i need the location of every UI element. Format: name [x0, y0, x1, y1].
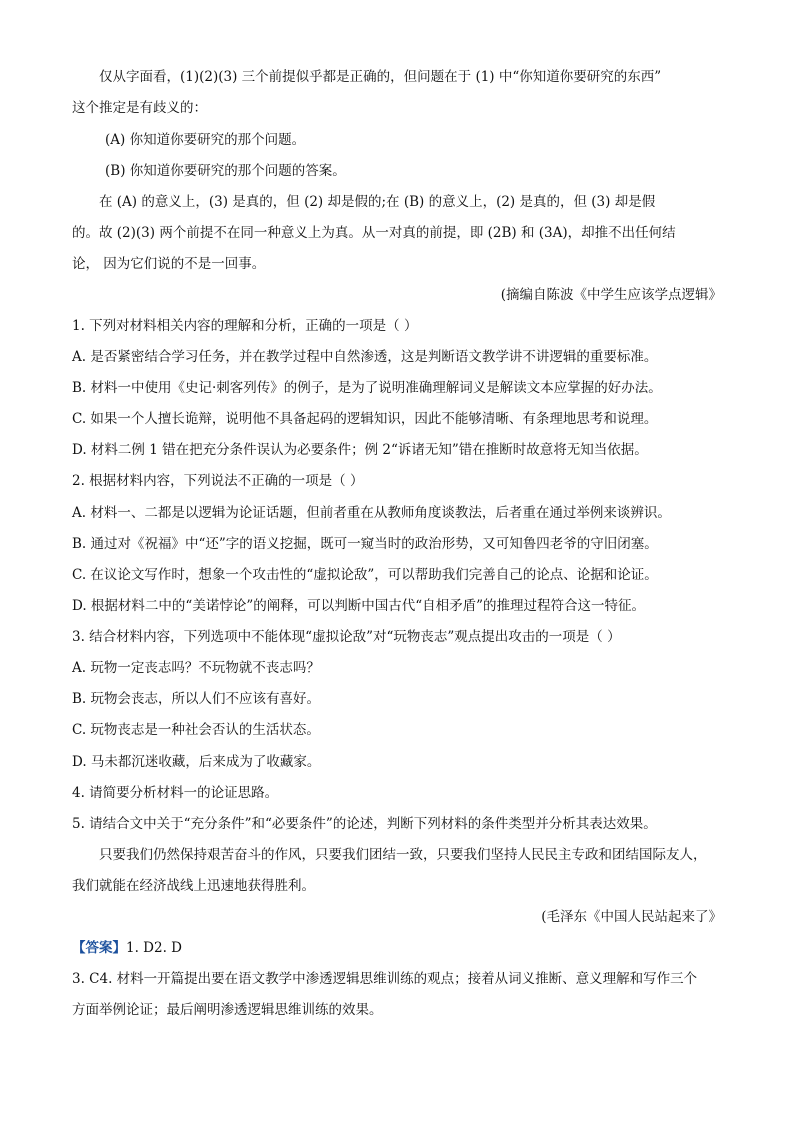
question-3-option-c: C. 玩物丧志是一种社会否认的生活状态。 [72, 722, 320, 738]
answer-text: 1. D2. D [126, 940, 182, 956]
question-1-option-c: C. 如果一个人擅长诡辩，说明他不具备起码的逻辑知识，因此不能够清晰、有条理地思考和说理。 [72, 411, 658, 427]
question-1-option-a: A. 是否紧密结合学习任务，并在教学过程中自然渗透，这是判断语文教学讲不讲逻辑的重要标准。 [72, 349, 658, 365]
paragraph-line: 的。故 (2)(3) 两个前提不在同一种意义上为真。从一对真的前提，即 (2B) 和 (3A)，却推不出任何结 [72, 225, 676, 241]
paragraph-line: (A) 你知道你要研究的那个问题。 [105, 132, 306, 148]
question-5: 5. 请结合文中关于“充分条件”和“必要条件”的论述，判断下列材料的条件类型并分析其表达效果。 [72, 816, 657, 832]
question-3-option-d: D. 马未都沉迷收藏，后来成为了收藏家。 [72, 754, 321, 770]
question-1-option-b: B. 材料一中使用《史记·刺客列传》的例子，是为了说明准确理解词义是解读文本应掌握的好办法。 [72, 380, 662, 396]
question-2-option-c: C. 在议论文写作时，想象一个攻击性的“虚拟论敌”，可以帮助我们完善自己的论点、论据和论证。 [72, 567, 658, 583]
answer-text: 3. C4. 材料一开篇提出要在语文教学中渗透逻辑思维训练的观点；接着从词义推断、意义理解和写作三个 [72, 971, 698, 987]
paragraph-line: 论， 因为它们说的不是一回事。 [72, 256, 266, 272]
answer-text: 方面举例论证；最后阐明渗透逻辑思维训练的效果。 [72, 1002, 383, 1018]
paragraph-line: 仅从字面看，(1)(2)(3) 三个前提似乎都是正确的，但问题在于 (1) 中“你知道你要研究的东西” [99, 69, 662, 85]
paragraph-line: 在 (A) 的意义上，(3) 是真的，但 (2) 却是假的;在 (B) 的意义上，(2) 是真的，但 (3) 却是假 [99, 194, 656, 210]
question-3-option-a: A. 玩物一定丧志吗？不玩物就不丧志吗？ [72, 660, 320, 676]
question-2-option-a: A. 材料一、二都是以逻辑为论证话题，但前者重在从教师角度谈教法，后者重在通过举例来谈辨识。 [72, 505, 671, 521]
quoted-material: 只要我们仍然保持艰苦奋斗的作风，只要我们团结一致，只要我们坚持人民民主专政和团结国际友人， [99, 847, 707, 863]
quoted-material: 我们就能在经济战线上迅速地获得胜利。 [72, 878, 315, 894]
answer-label: 【答案】 [72, 940, 126, 956]
answer-line [72, 938, 732, 958]
question-4: 4. 请简要分析材料一的论证思路。 [72, 785, 279, 801]
paragraph-line: 这个推定是有歧义的： [72, 100, 207, 116]
source-citation: (摘编自陈波《中学生应该学点逻辑》 [500, 287, 722, 303]
question-2: 2. 根据材料内容，下列说法不正确的一项是（ ） [72, 473, 364, 489]
paragraph-line: (B) 你知道你要研究的那个问题的答案。 [105, 163, 346, 179]
question-2-option-b: B. 通过对《祝福》中“还”字的语义挖掘，既可一窥当时的政治形势，又可知鲁四老爷的守旧闭塞。 [72, 536, 658, 552]
question-2-option-d: D. 根据材料二中的“美诺悖论”的阐释，可以判断中国古代“自相矛盾”的推理过程符合这一特征。 [72, 598, 646, 614]
question-3: 3. 结合材料内容，下列选项中不能体现“虚拟论敌”对“玩物丧志”观点提出攻击的一项是（ ） [72, 629, 621, 645]
question-3-option-b: B. 玩物会丧志，所以人们不应该有喜好。 [72, 691, 321, 707]
question-1: 1. 下列对材料相关内容的理解和分析，正确的一项是（ ） [72, 318, 418, 334]
source-citation: (毛泽东《中国人民站起来了》 [541, 909, 722, 925]
question-1-option-d: D. 材料二例 1 错在把充分条件误认为必要条件；例 2“诉诸无知”错在推断时故意将无知当依据。 [72, 442, 648, 458]
